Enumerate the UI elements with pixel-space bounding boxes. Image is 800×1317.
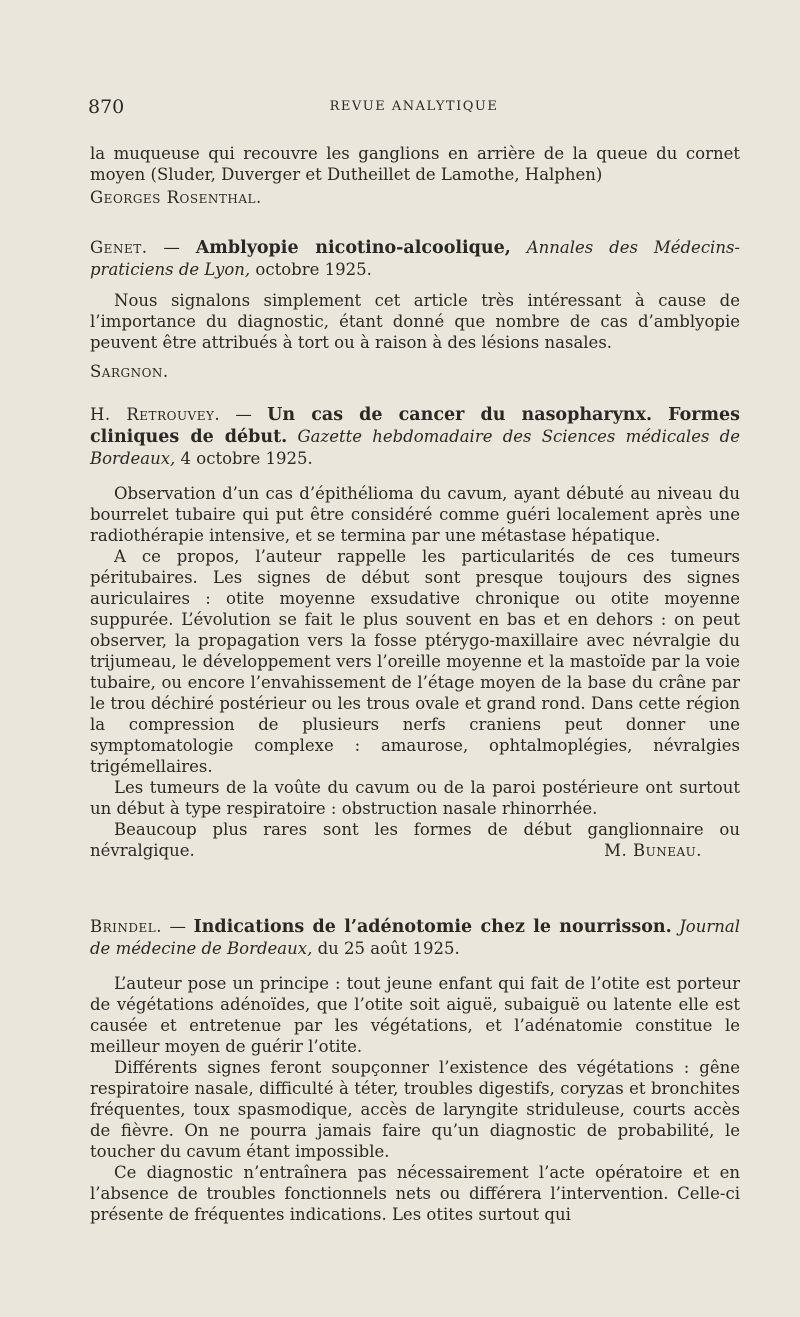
article-retrouvey [90,404,740,861]
article-paragraph: Beaucoup plus rares sont les formes de début ganglionnaire ou névralgique. M. Buneau. [90,820,740,860]
article-genet [90,237,740,382]
article-date: 4 octobre 1925. [175,449,313,468]
continuation-block [90,143,740,208]
continuation-text: la muqueuse qui recouvre les ganglions en arrière de la queue du cornet moyen (Sluder, Duverger et Dutheillet de Lamothe, Halphen) [90,144,740,184]
article-paragraph: Observation d’un cas d’épithélioma du cavum, ayant débuté au niveau du bourrelet tubaire qui put être considéré comme guéri localement après une radiothérapie intensive, et se termina par une métastase hépatique. [90,484,740,545]
article-paragraph: Différents signes feront soupçonner l’existence des végétations : gêne respiratoire nasale, difficulté à téter, troubles digestifs, coryzas et bronchites fréquentes, toux spasmodique, accès de laryngite striduleuse, courts accès de fièvre. On ne pourra jamais faire qu’un diagnostic de probabilité, le toucher du cavum étant impossible. [90,1058,740,1161]
article-brindel [90,916,740,1225]
article-paragraph: Nous signalons simplement cet article très intéressant à cause de l’importance du diagnostic, étant donné que nombre de cas d’amblyopie peuvent être attribués à tort ou à raison à des lésions nasales. [90,291,740,352]
running-title: REVUE ANALYTIQUE [329,99,499,114]
article-journal: Journal de médecine de Bordeaux, [90,917,740,958]
article-paragraph: L’auteur pose un principe : tout jeune enfant qui fait de l’otite est porteur de végétations adénoïdes, que l’otite soit aiguë, subaiguë ou latente elle est causée et entretenue par les végétations, et l’adénatomie constitue le meilleur moyen de guérir l’otite. [90,974,740,1056]
article-dash: — [147,238,196,257]
article-dash: — [220,405,268,424]
article-heading [90,916,740,959]
article-title: Amblyopie nicotino-alcoolique, [195,238,511,258]
article-title: Un cas de cancer du nasopharynx. Formes cliniques de début. [90,405,740,447]
article-paragraph: A ce propos, l’auteur rappelle les particularités de ces tumeurs péritubaires. Les signes de début sont presque toujours des signes auriculaires : otite moyenne exsudative chronique ou otite moyenne suppurée. L’évolution se fait le plus souvent en bas et en dehors : on peut observer, la propagation vers la fosse ptérygo-maxillaire avec névralgie du trijumeau, le développement vers l’oreille moyenne et la mastoïde par la voie tubaire, ou encore l’envahissement de l’étage moyen de la base du crâne par le trou déchiré postérieur ou les trous ovale et grand rond. Dans cette région la compression de plusieurs nerfs craniens peut donner une symptomatologie complexe : amaurose, ophtalmoplégies, névralgies trigémellaires. [90,547,740,776]
article-signature: Sargnon. [90,362,169,381]
article-author: H. Retrouvey. [90,405,221,424]
article-paragraph: Ce diagnostic n’entraînera pas nécessairement l’acte opératoire et en l’absence de troubles fonctionnels nets ou différera l’intervention. Celle-ci présente de fréquentes indications. Les otites surtout qui [90,1163,740,1224]
article-journal: Gazette hebdomadaire des Sciences médicales de Bordeaux, [90,427,740,468]
article-heading [90,237,740,280]
article-date: du 25 août 1925. [312,939,460,958]
article-paragraph: Les tumeurs de la voûte du cavum ou de la paroi postérieure ont surtout un début à type respiratoire : obstruction nasale rhinorrhée. [90,778,740,818]
article-signature: M. Buneau. [604,841,702,860]
article-date: octobre 1925. [250,260,372,279]
page-number: 870 [88,96,125,118]
article-journal: Annales des Médecins-praticiens de Lyon, [90,238,741,279]
article-title: Indications de l’adénotomie chez le nourrisson. [193,917,672,937]
page-header [88,96,740,120]
article-author: Genet. [90,238,148,257]
article-dash: — [162,917,194,936]
article-author: Brindel. [90,917,162,936]
continuation-signature: Georges Rosenthal. [90,188,262,207]
article-heading [90,404,740,469]
